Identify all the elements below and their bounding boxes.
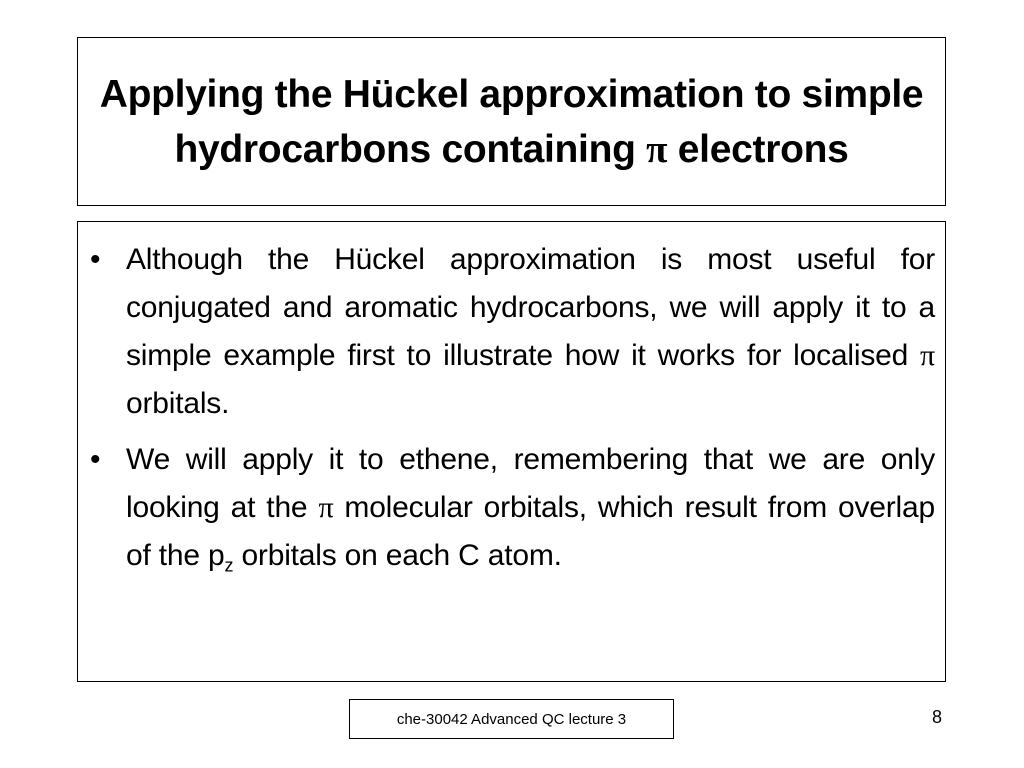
bullet-text-part1: We will apply it to ethene, remembering that we are only looking at the (126, 443, 935, 524)
slide-title (78, 67, 945, 177)
bullet-marker: • (90, 443, 101, 476)
bullet-marker: • (90, 243, 101, 276)
pi-symbol: π (920, 339, 935, 372)
title-text-part2: electrons (677, 127, 849, 171)
footer-text: che-30042 Advanced QC lecture 3 (396, 710, 627, 728)
subscript-z: z (224, 555, 234, 576)
pi-symbol: π (318, 491, 334, 524)
page-number: 8 (931, 707, 942, 727)
bullet-text-part3: orbitals on each C atom. (241, 539, 562, 572)
bullet-text-part2: molecular orbitals, which result from overlap of the p (126, 491, 935, 572)
bullet-text-part2: orbitals. (126, 387, 230, 420)
slide-title-box (77, 37, 946, 206)
bullet-item (90, 436, 935, 580)
bullet-text-part1: Although the Hückel approximation is most useful for conjugated and aromatic hydrocarbons, we will apply it to a simple example first to illustrate how it works for localised (126, 243, 935, 372)
bullet-list (78, 222, 945, 580)
title-text-part1: Applying the Hückel approximation to simple hydrocarbons containing (99, 72, 924, 171)
slide-content-box (77, 221, 946, 682)
pi-symbol: π (646, 127, 668, 171)
bullet-item (90, 236, 935, 428)
footer-course-label (349, 699, 674, 739)
